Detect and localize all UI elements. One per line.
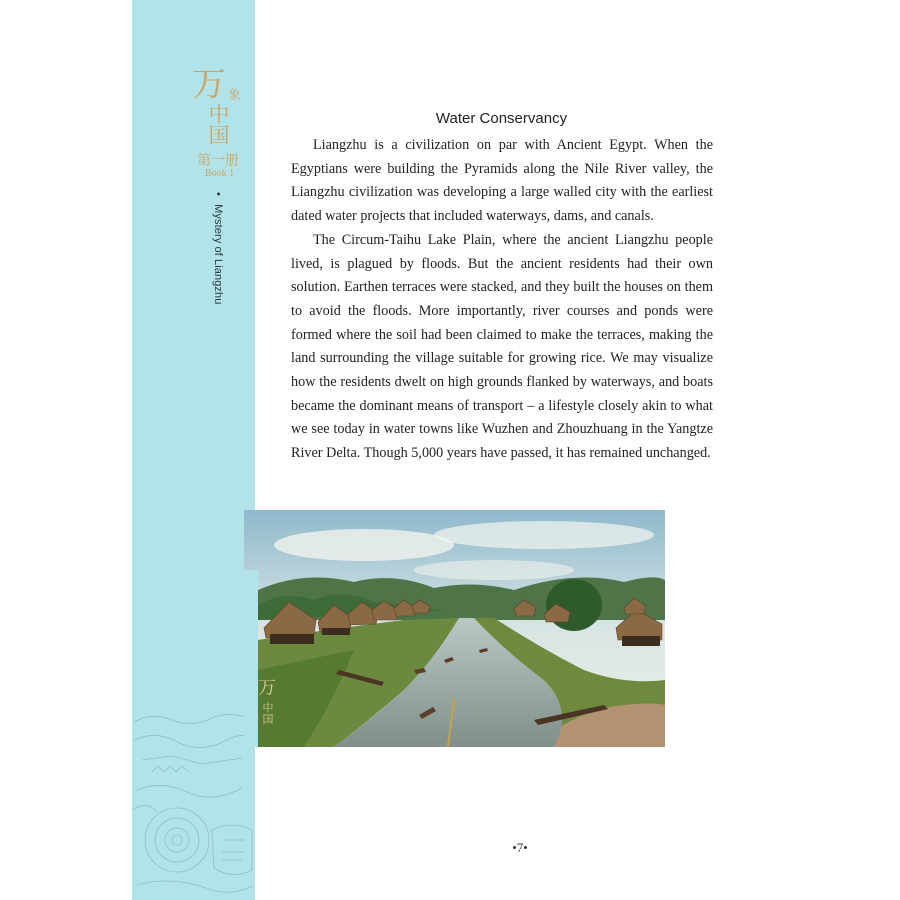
paragraph: Liangzhu is a civilization on par with Ancient Egypt. When the Egyptians were building the Pyramids along the Nile River valley, the Liangzhu civilization was developing a large walled city with the earliest dated water projects that included waterways, dams, and canals. [291, 137, 713, 225]
section-heading: Water Conservancy [435, 110, 568, 127]
photo-watermark-main: 万 [258, 678, 276, 699]
village-scene-image [244, 510, 665, 747]
sidebar-section-title [212, 192, 224, 304]
logo-xiang-character: 象 [227, 88, 241, 100]
logo-wan-character: 万 [192, 65, 226, 105]
book-volume-chinese: 第一册 [197, 153, 239, 169]
bullet-icon: • [212, 192, 224, 196]
article-body [291, 134, 713, 466]
paragraph: The Circum-Taihu Lake Plain, where the ancient Liangzhu people lived, is plagued by floods. But the ancient residents had their own solution. Earthen terraces were stacked, and they built the houses on them to avoid the floods. More importantly, river courses and ponds were formed where the soil had been claimed to make the terraces, making the land surrounding the village suitable for growing rice. We may visualize how the residents dwelt on high grounds flanked by waterways, and boats became the dominant means of transport – a lifestyle closely akin to what we see today in water towns like Wuzhen and Zhouzhuang in the Yangtze River Delta. Though 5,000 years have passed, it has remained unchanged. [291, 231, 713, 462]
artifact-line-drawing [132, 700, 255, 900]
photo-watermark-sub: 中国 [261, 702, 274, 724]
page-number: •7• [512, 840, 528, 855]
book-volume-english: Book 1 [205, 168, 235, 179]
logo-zhongguo-characters: 中国 [206, 103, 230, 145]
sidebar-section-label: Mystery of Liangzhu [212, 204, 224, 305]
village-waterway-illustration [244, 510, 665, 747]
